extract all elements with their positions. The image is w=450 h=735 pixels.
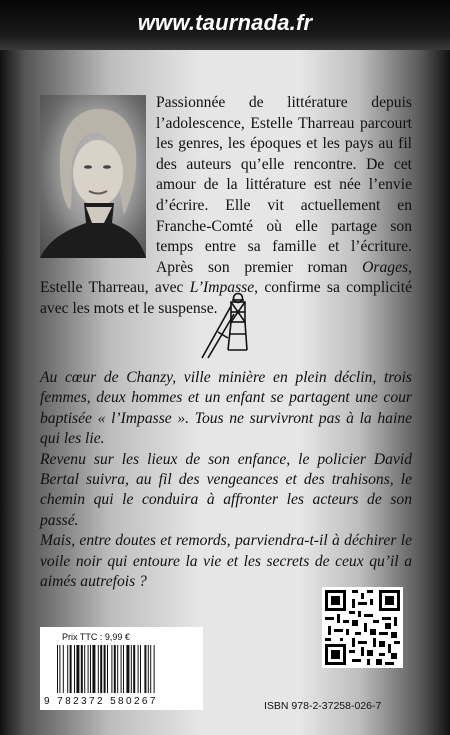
mine-headframe-icon [198,292,253,364]
bio-text-1: Passionnée de littérature depuis l’adolescence, Estelle Tharreau parcourt les genres, les époques et les pays au fil des auteurs qu’elle rencontre. De cet amour de la littérature est née l’envie d’écrire. Elle vit actuellement en Franche-Comté où elle partage son temps entre sa famille et l’écriture. Après son premier roman [156,94,412,276]
barcode-digits: 9 782372 580267 [44,696,158,707]
bio-title-impasse: L’Impasse [189,279,255,297]
synopsis-paragraph-3: Mais, entre doutes et remords, parviendra-t-il à déchirer le voile noir qui entoure la vie et les secrets de ceux qu’il a aimés autrefois ? [40,532,412,591]
publisher-url[interactable]: www.taurnada.fr [137,10,313,35]
author-bio [40,93,412,320]
isbn-label: ISBN 978-2-37258-026-7 [264,700,382,712]
price-label: Prix TTC : 9,99 € [62,632,130,642]
top-band [0,0,450,50]
bio-text-2: , Estelle Tharreau, avec [40,258,412,297]
author-photo [40,95,146,258]
barcode-bars [55,645,197,697]
synopsis-paragraph-2: Revenu sur les lieux de son enfance, le policier David Bertal suivra, au fil des vengeances et des trahisons, le chemin qui le conduira à affronter les acteurs de son passé. [40,450,412,529]
bio-text-3: , confirme sa complicité avec les mots et le suspense. [40,279,413,317]
bio-title-orages: Orages [362,258,409,276]
synopsis [40,368,412,592]
synopsis-paragraph-1: Au cœur de Chanzy, ville minière en plein déclin, trois femmes, deux hommes et un enfant se partagent une cour baptisée « l’Impasse ». Tous ne survivront pas à la haine qui les lie. [40,369,412,448]
qr-code-icon[interactable] [322,587,403,668]
